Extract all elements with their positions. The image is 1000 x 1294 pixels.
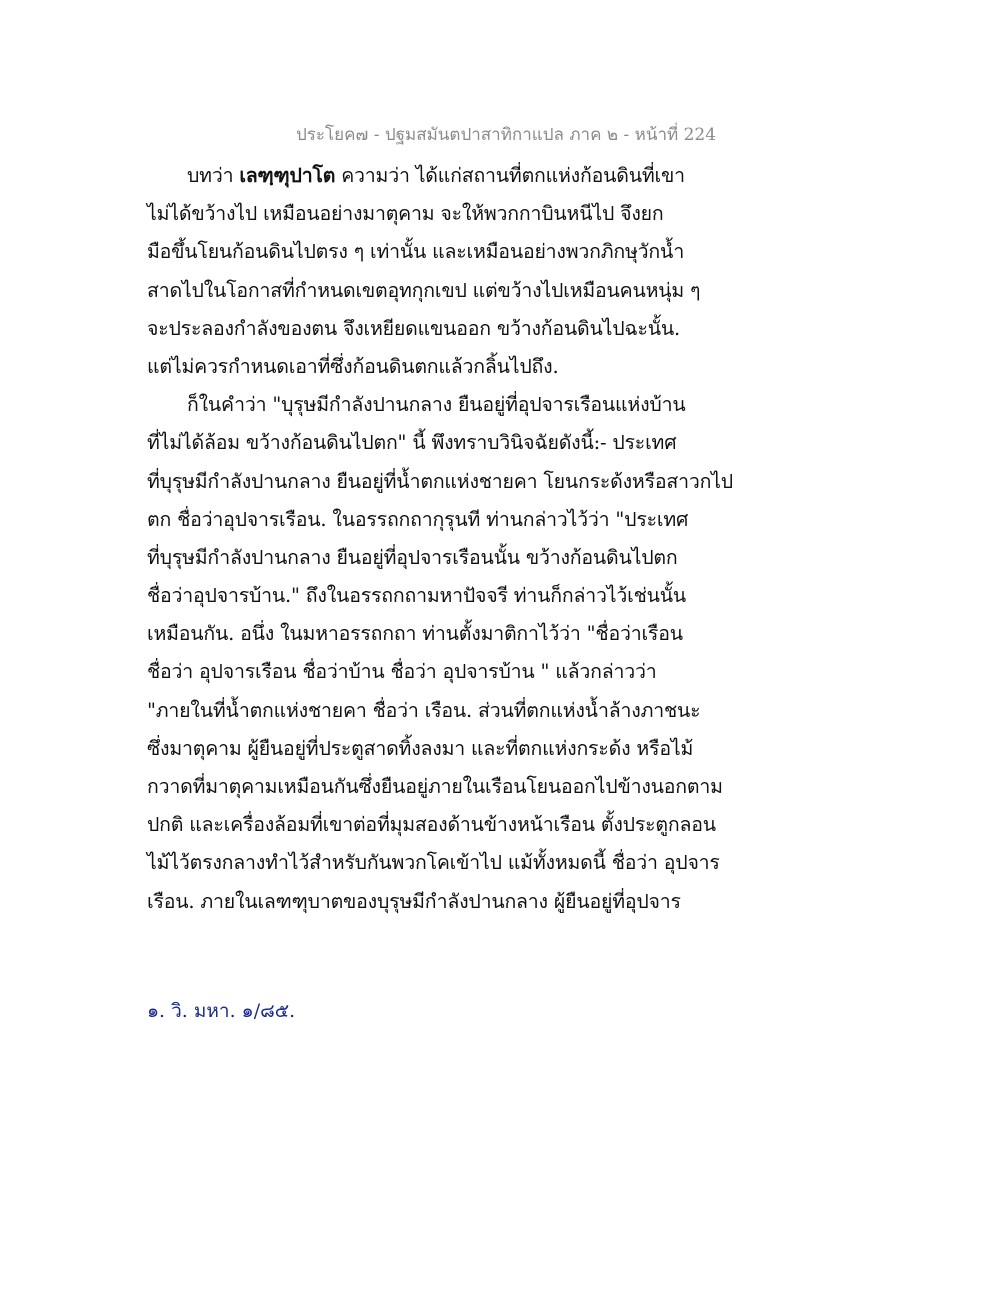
paragraph-line	[147, 157, 737, 195]
paragraph-line: สาดไปในโอกาสที่กำหนดเขตอุทกุกเขป แต่ขว้างไปเหมือนคนหนุ่ม ๆ	[147, 278, 701, 302]
paragraph-line: ที่ไม่ได้ล้อม ขว้างก้อนดินไปตก" นี้ พึงทราบวินิจฉัยดังนี้:- ประเทศ	[147, 431, 677, 455]
paragraph-line: ปกติ และเครื่องล้อมที่เขาต่อที่มุมสองด้านข้างหน้าเรือน ตั้งประตูกลอน	[147, 813, 716, 837]
line-text: บทว่า	[187, 164, 240, 187]
paragraph-line: ไม่ได้ขว้างไป เหมือนอย่างมาตุคาม จะให้พวกกาบินหนีไป จึงยก	[147, 202, 664, 226]
line-text: ความว่า ได้แก่สถานที่ตกแห่งก้อนดินที่เขา	[335, 164, 685, 187]
paragraph-line: ชื่อว่า อุปจารเรือน ชื่อว่าบ้าน ชื่อว่า อุปจารบ้าน " แล้วกล่าวว่า	[147, 660, 657, 684]
paragraph-line: กวาดที่มาตุคามเหมือนกันซึ่งยืนอยู่ภายในเรือนโยนออกไปข้างนอกตาม	[147, 775, 723, 798]
paragraph-line: ซึ่งมาตุคาม ผู้ยืนอยู่ที่ประตูสาดทิ้งลงมา และที่ตกแห่งกระด้ง หรือไม้	[147, 736, 694, 760]
body-text	[147, 157, 737, 921]
paragraph-line: เรือน. ภายในเลฑฑุบาตของบุรุษมีกำลังปานกลาง ผู้ยืนอยู่ที่อุปจาร	[147, 889, 681, 913]
paragraph-line: จะประลองกำลังของตน จึงเหยียดแขนออก ขว้างก้อนดินไปฉะนั้น.	[147, 316, 681, 340]
running-header: ประโยค๗ - ปฐมสมันตปาสาทิกาแปล ภาค ๒ - หน้าที่ 224	[296, 125, 717, 145]
paragraph-line: ไม้ไว้ตรงกลางทำไว้สำหรับกันพวกโคเข้าไป แม้ทั้งหมดนี้ ชื่อว่า อุปจาร	[147, 851, 720, 875]
paragraph-line: ตก ชื่อว่าอุปจารเรือน. ในอรรถกถากุรุนที ท่านกล่าวไว้ว่า "ประเทศ	[147, 507, 689, 531]
paragraph-line: ก็ในคำว่า "บุรุษมีกำลังปานกลาง ยืนอยู่ที่อุปจารเรือนแห่งบ้าน	[187, 393, 686, 417]
paragraph-line: มือขึ้นโยนก้อนดินไปตรง ๆ เท่านั้น และเหมือนอย่างพวกภิกษุวักน้ำ	[147, 240, 685, 264]
paragraph-line: เหมือนกัน. อนึ่ง ในมหาอรรถกถา ท่านตั้งมาติกาไว้ว่า "ชื่อว่าเรือน	[147, 622, 683, 646]
paragraph-line: แต่ไม่ควรกำหนดเอาที่ซึ่งก้อนดินตกแล้วกลิ้นไปถึง.	[147, 354, 559, 378]
bold-term: เลฑฺฑุปาโต	[239, 164, 336, 187]
paragraph-line: "ภายในที่น้ำตกแห่งชายคา ชื่อว่า เรือน. ส่วนที่ตกแห่งน้ำล้างภาชนะ	[147, 698, 701, 722]
paragraph-line: ชื่อว่าอุปจารบ้าน." ถึงในอรรถกถามหาปัจจรี ท่านก็กล่าวไว้เช่นนั้น	[147, 584, 687, 608]
paragraph-line: ที่บุรุษมีกำลังปานกลาง ยืนอยู่ที่อุปจารเรือนนั้น ขว้างก้อนดินไปตก	[147, 545, 678, 569]
paragraph-line: ที่บุรุษมีกำลังปานกลาง ยืนอยู่ที่น้ำตกแห่งชายคา โยนกระด้งหรือสาวกไป	[147, 469, 733, 493]
footnote: ๑. วิ. มหา. ๑/๘๕.	[147, 1000, 296, 1022]
